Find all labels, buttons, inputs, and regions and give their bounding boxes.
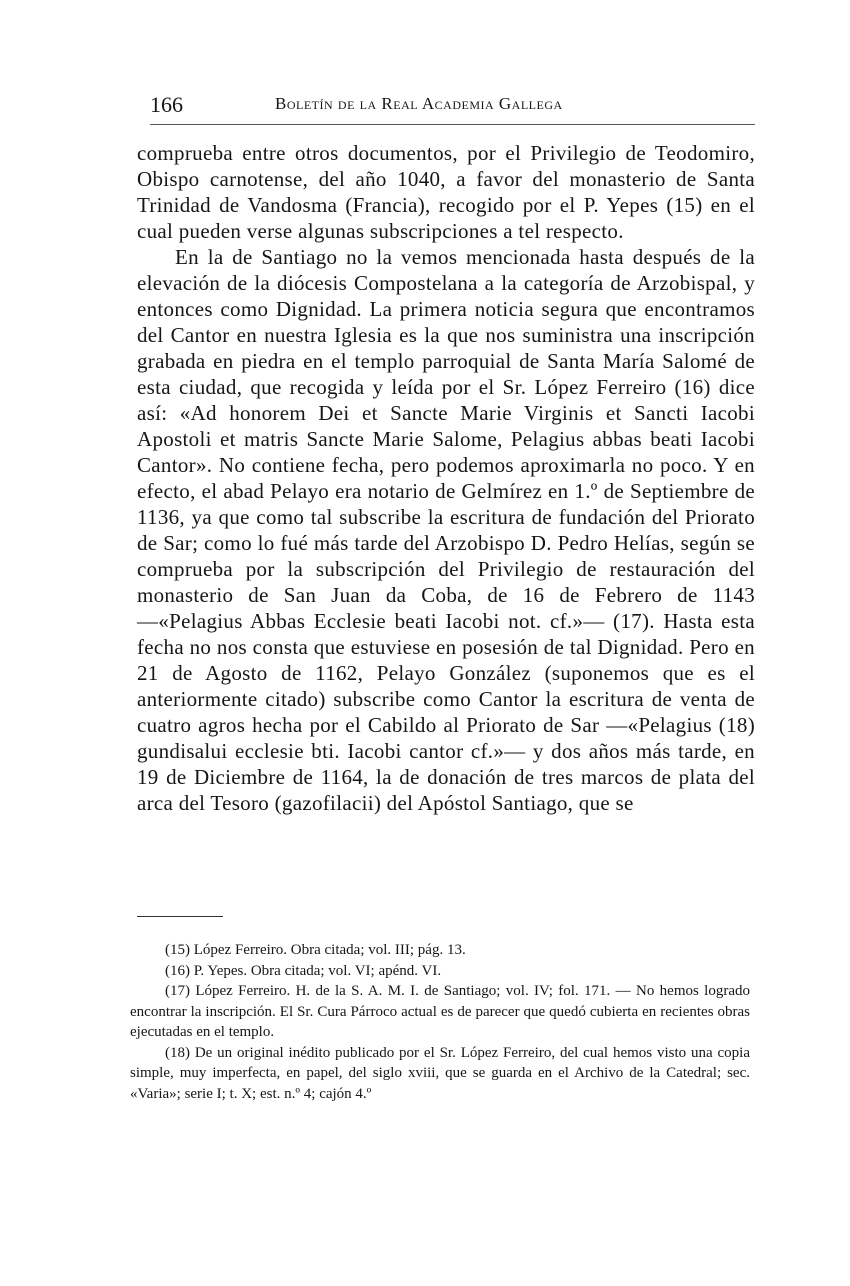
footnote-16: (16) P. Yepes. Obra citada; vol. VI; apénd. VI.	[165, 962, 442, 979]
body-text	[137, 140, 755, 816]
paragraph: comprueba entre otros documentos, por el Privilegio de Teodomiro, Obispo carnotense, del año 1040, a favor del monasterio de Santa Trinidad de Vandosma (Francia), recogido por el P. Yepes (15) en el cual pueden verse algunas subscripciones a tel respecto.	[137, 141, 755, 243]
paragraph: En la de Santiago no la vemos mencionada hasta después de la elevación de la diócesis Compostelana a la categoría de Arzobispal, y entonces como Dignidad. La primera noticia segura que encontramos del Cantor en nuestra Iglesia es la que nos suministra una inscripción grabada en piedra en el templo parroquial de Santa María Salomé de esta ciudad, que recogida y leída por el Sr. López Ferreiro (16) dice así: «Ad honorem Dei et Sancte Marie Virginis et Sancti Iacobi Apostoli et matris Sancte Marie Salome, Pelagius abbas beati Iacobi Cantor». No contiene fecha, pero podemos aproximarla no poco. Y en efecto, el abad Pelayo era notario de Gelmírez en 1.º de Septiembre de 1136, ya que como tal subscribe la escritura de fundación del Priorato de Sar; como lo fué más tarde del Arzobispo D. Pedro Helías, según se comprueba por la subscripción del Privilegio de restauración del monasterio de San Juan da Coba, de 16 de Febrero de 1143 —«Pelagius Abbas Ecclesie beati Iacobi not. cf.»— (17). Hasta esta fecha no nos consta que estuviese en posesión de tal Dignidad. Pero en 21 de Agosto de 1162, Pelayo González (suponemos que es el anteriormente citado) subscribe como Cantor la escritura de venta de cuatro agros hecha por el Cabildo al Priorato de Sar —«Pelagius (18) gundisalui ecclesie bti. Iacobi cantor cf.»— y dos años más tarde, en 19 de Diciembre de 1164, la de donación de tres marcos de plata del arca del Tesoro (gazofilacii) del Apóstol Santiago, que se	[137, 245, 755, 815]
footnote-18: (18) De un original inédito publicado por el Sr. López Ferreiro, del cual hemos visto una copia simple, muy imperfecta, en papel, del siglo xviii, que se guarda en el Archivo de la Catedral; sec. «Varia»; serie I; t. X; est. n.º 4; cajón 4.º	[130, 1044, 750, 1102]
footnotes	[130, 940, 750, 1104]
header-rule	[150, 124, 755, 125]
page-number: 166	[150, 92, 183, 117]
footnote-17: (17) López Ferreiro. H. de la S. A. M. I. de Santiago; vol. IV; fol. 171. — No hemos logrado encontrar la inscripción. El Sr. Cura Párroco actual es de parecer que quedó cubierta en recientes obras ejecutadas en el templo.	[130, 983, 750, 1040]
footnote-separator	[137, 916, 223, 917]
footnote-15: (15) López Ferreiro. Obra citada; vol. III; pág. 13.	[165, 942, 466, 958]
running-title: Boletín de la Real Academia Gallega	[275, 94, 563, 113]
page-header	[150, 92, 750, 132]
